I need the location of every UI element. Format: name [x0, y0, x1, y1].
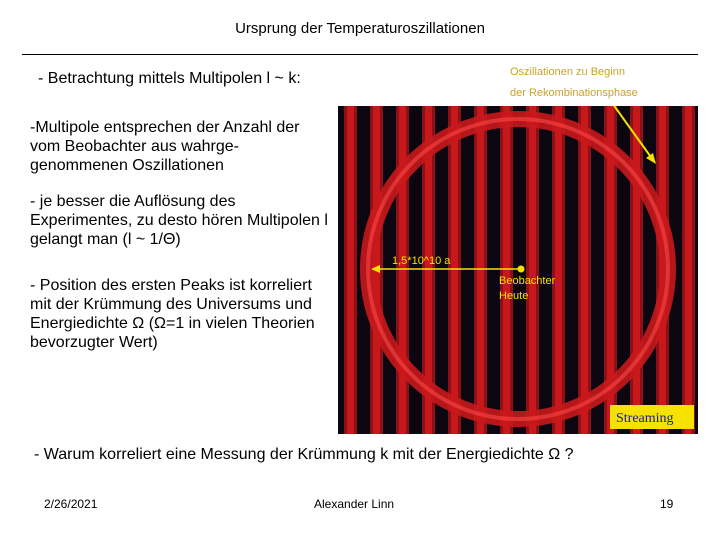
observer-marker [518, 266, 525, 273]
footer-date: 2/26/2021 [44, 497, 98, 511]
annotation-line-2: der Rekombinationsphase [510, 87, 638, 99]
paragraph-multipoles: -Multipole entsprechen der Anzahl der vom Beobachter aus wahrge-genommenen Oszillationen [30, 119, 300, 174]
title-divider [22, 54, 698, 55]
paragraph-first-peak: - Position des ersten Peaks ist korreliert mit der Krümmung des Universums und Energiedichte Ω (Ω=1 in vielen Theorien bevorzugter Wert) [30, 277, 315, 351]
observer-label-line-2: Heute [499, 290, 529, 302]
section-heading: - Betrachtung mittels Multipolen l ~ k: [38, 70, 301, 87]
observer-label-line-1: Beobachter [499, 275, 556, 287]
slide-title: Ursprung der Temperaturoszillationen [235, 20, 485, 37]
oscillation-figure [338, 106, 698, 434]
streaming-badge-label: Streaming [616, 411, 674, 426]
footer-author: Alexander Linn [314, 497, 395, 511]
annotation-line-1: Oszillationen zu Beginn [510, 66, 625, 78]
distance-label: 1,5*10^10 a [392, 255, 451, 267]
question-text: - Warum korreliert eine Messung der Krümmung k mit der Energiedichte Ω ? [34, 446, 574, 463]
paragraph-resolution: - je besser die Auflösung des Experimentes, zu desto hören Multipolen l gelangt man (l ~ 1/Θ) [30, 193, 328, 248]
page-number: 19 [660, 497, 674, 511]
